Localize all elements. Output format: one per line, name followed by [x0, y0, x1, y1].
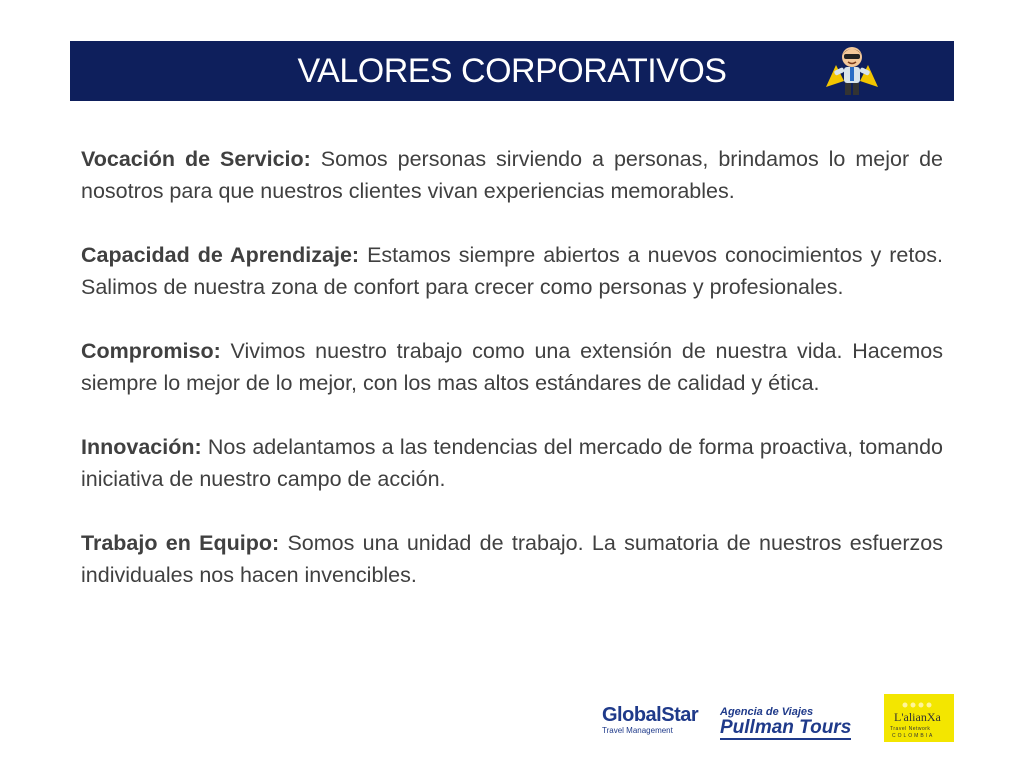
value-paragraph: [81, 528, 943, 591]
alianza-name: L'alianXa: [894, 710, 941, 724]
dots-icon: [902, 700, 936, 710]
partner-logos: [0, 690, 1024, 750]
value-term: Vocación de Servicio:: [81, 147, 311, 171]
title-bar: [70, 41, 954, 101]
value-description: Estamos siempre abiertos a nuevos conocimientos y retos. Salimos de nuestra zona de confort para crecer como personas y profesionales.: [81, 243, 943, 299]
globalstar-subtitle: Travel Management: [602, 726, 673, 735]
value-description: Somos personas sirviendo a personas, brindamos lo mejor de nosotros para que nuestros clientes vivan experiencias memorables.: [81, 147, 943, 203]
value-term: Innovación:: [81, 435, 202, 459]
value-paragraph: [81, 432, 943, 495]
globalstar-name: GlobalStar: [602, 704, 699, 726]
value-paragraph: [81, 336, 943, 399]
pullman-name: Pullman Tours: [720, 717, 852, 738]
pullman-top-text: Agencia de Viajes: [720, 706, 814, 718]
page-title: VALORES CORPORATIVOS: [297, 52, 727, 90]
value-description: Nos adelantamos a las tendencias del mercado de forma proactiva, tomando iniciativa de nuestro campo de acción.: [81, 435, 943, 491]
value-term: Capacidad de Aprendizaje:: [81, 243, 360, 267]
globalstar-logo: [602, 704, 702, 738]
alianza-logo: [884, 694, 954, 742]
value-term: Trabajo en Equipo:: [81, 531, 280, 555]
value-description: Vivimos nuestro trabajo como una extensión de nuestra vida. Hacemos siempre lo mejor de lo mejor, con los mas altos estándares de calidad y ética.: [81, 339, 943, 395]
pullman-tours-logo: [720, 706, 870, 740]
value-paragraph: [81, 144, 943, 207]
values-list: [81, 144, 943, 624]
alianza-country: COLOMBIA: [892, 733, 935, 739]
value-description: Somos una unidad de trabajo. La sumatoria de nuestros esfuerzos individuales nos hacen invencibles.: [81, 531, 943, 587]
value-paragraph: [81, 240, 943, 303]
value-term: Compromiso:: [81, 339, 221, 363]
superhero-mascot-icon: [822, 43, 882, 99]
alianza-subtitle: Travel Network: [890, 726, 931, 732]
